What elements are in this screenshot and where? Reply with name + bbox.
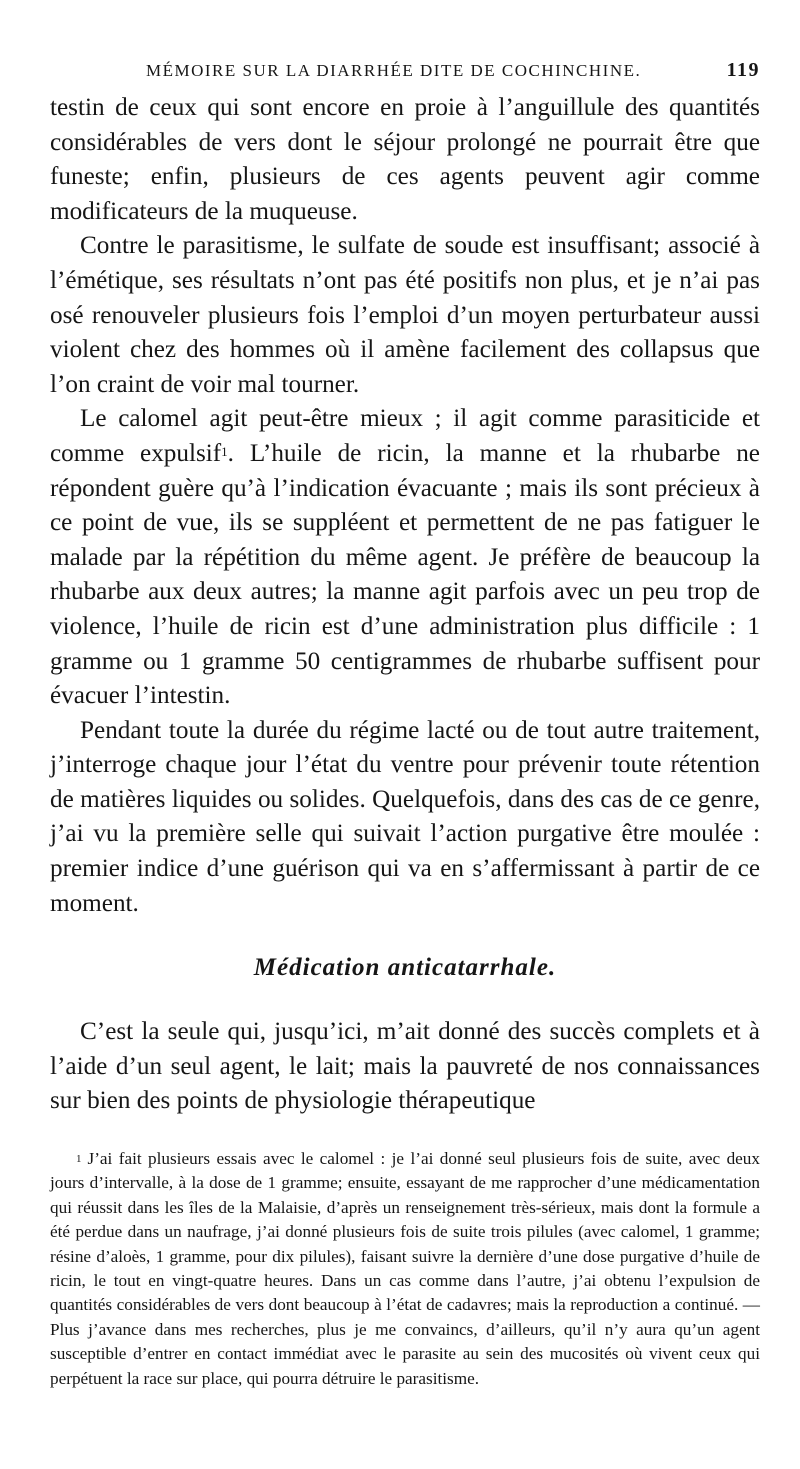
footnote-text: J’ai fait plusieurs essais avec le calomel : je l’ai donné seul plusieurs fois de suite, avec deux jours d’intervalle, à la dose de 1 gramme; ensuite, essayant de me rapprocher d’une médicamentation qui réussit dans les îles de la Malaisie, d’après un renseignement très-sérieux, mais dont la formule a été perdue dans un naufrage, j’ai donné plusieurs fois de suite trois pilules (avec calomel, 1 gramme; résine d’aloès, 1 gramme, pour dix pilules), faisant suivre la dernière d’une dose purgative d’huile de ricin, le tout en vingt-quatre heures. Dans un cas comme dans l’autre, j’ai obtenu l’expulsion de quantités considérables de vers dont beaucoup à l’état de cadavres; mais la reproduction a continué. — Plus j’avance dans mes recherches, plus je me convaincs, d’ailleurs, qu’il n’y aura qu’un agent susceptible d’entrer en contact immédiat avec le parasite au sein des mucosités où vivent ceux qui perpétuent la race sur place, qui pourra détruire le parasitisme. [50,1149,760,1388]
footnote-reference[interactable]: 1 [221,443,228,459]
book-page [50,55,760,1391]
paragraph-1: testin de ceux qui sont encore en proie à l’anguillule des quantités considérables de vers dont le séjour prolongé ne pourrait être que funeste; enfin, plusieurs de ces agents peuvent agir comme modificateurs de la muqueuse. [50,94,760,225]
footnote-1 [50,1147,760,1391]
paragraph-5: C’est la seule qui, jusqu’ici, m’ait donné des succès complets et à l’aide d’un seul agent, le lait; mais la pauvreté de nos connaissances sur bien des points de physiologie thérapeutique [50,1018,760,1115]
page-number: 119 [726,59,760,81]
paragraph-3 [50,402,760,713]
paragraph-3-start: Le calomel agit peut-être mieux ; il agit comme parasiticide et comme expulsif [50,405,760,467]
paragraph-3-end: . L’huile de ricin, la manne et la rhubarbe ne répondent guère qu’à l’indication évacuante ; mais ils sont précieux à ce point de vue, ils se suppléent et permettent de ne pas fatiguer le malade par la répétition du même agent. Je préfère de beaucoup la rhubarbe aux deux autres; la manne agit parfois avec un peu trop de violence, l’huile de ricin est d’une administration plus difficile : 1 gramme ou 1 gramme 50 centigrammes de rhubarbe suffisent pour évacuer l’intestin. [50,439,760,710]
section-heading: Médication anticatarrhale. [253,954,557,982]
paragraph-2: Contre le parasitisme, le sulfate de soude est insuffisant; associé à l’émétique, ses résultats n’ont pas été positifs non plus, et je n’ai pas osé renouveler plusieurs fois l’emploi d’un moyen perturbateur aussi violent chez des hommes où il amène facilement des collapsus que l’on craint de voir mal tourner. [50,232,760,398]
body-text [50,91,760,1119]
running-title: MÉMOIRE SUR LA DIARRHÉE DITE DE COCHINCHINE. [146,61,642,80]
paragraph-4: Pendant toute la durée du régime lacté ou de tout autre traitement, j’interroge chaque jour l’état du ventre pour prévenir toute rétention de matières liquides ou solides. Quelquefois, dans des cas de ce genre, j’ai vu la première selle qui suivait l’action purgative être moulée : premier indice d’une guérison qui va en s’affermissant à partir de ce moment. [50,716,760,917]
footnotes [50,1147,760,1391]
page-header [50,55,760,91]
footnote-mark: 1 [76,1153,82,1166]
